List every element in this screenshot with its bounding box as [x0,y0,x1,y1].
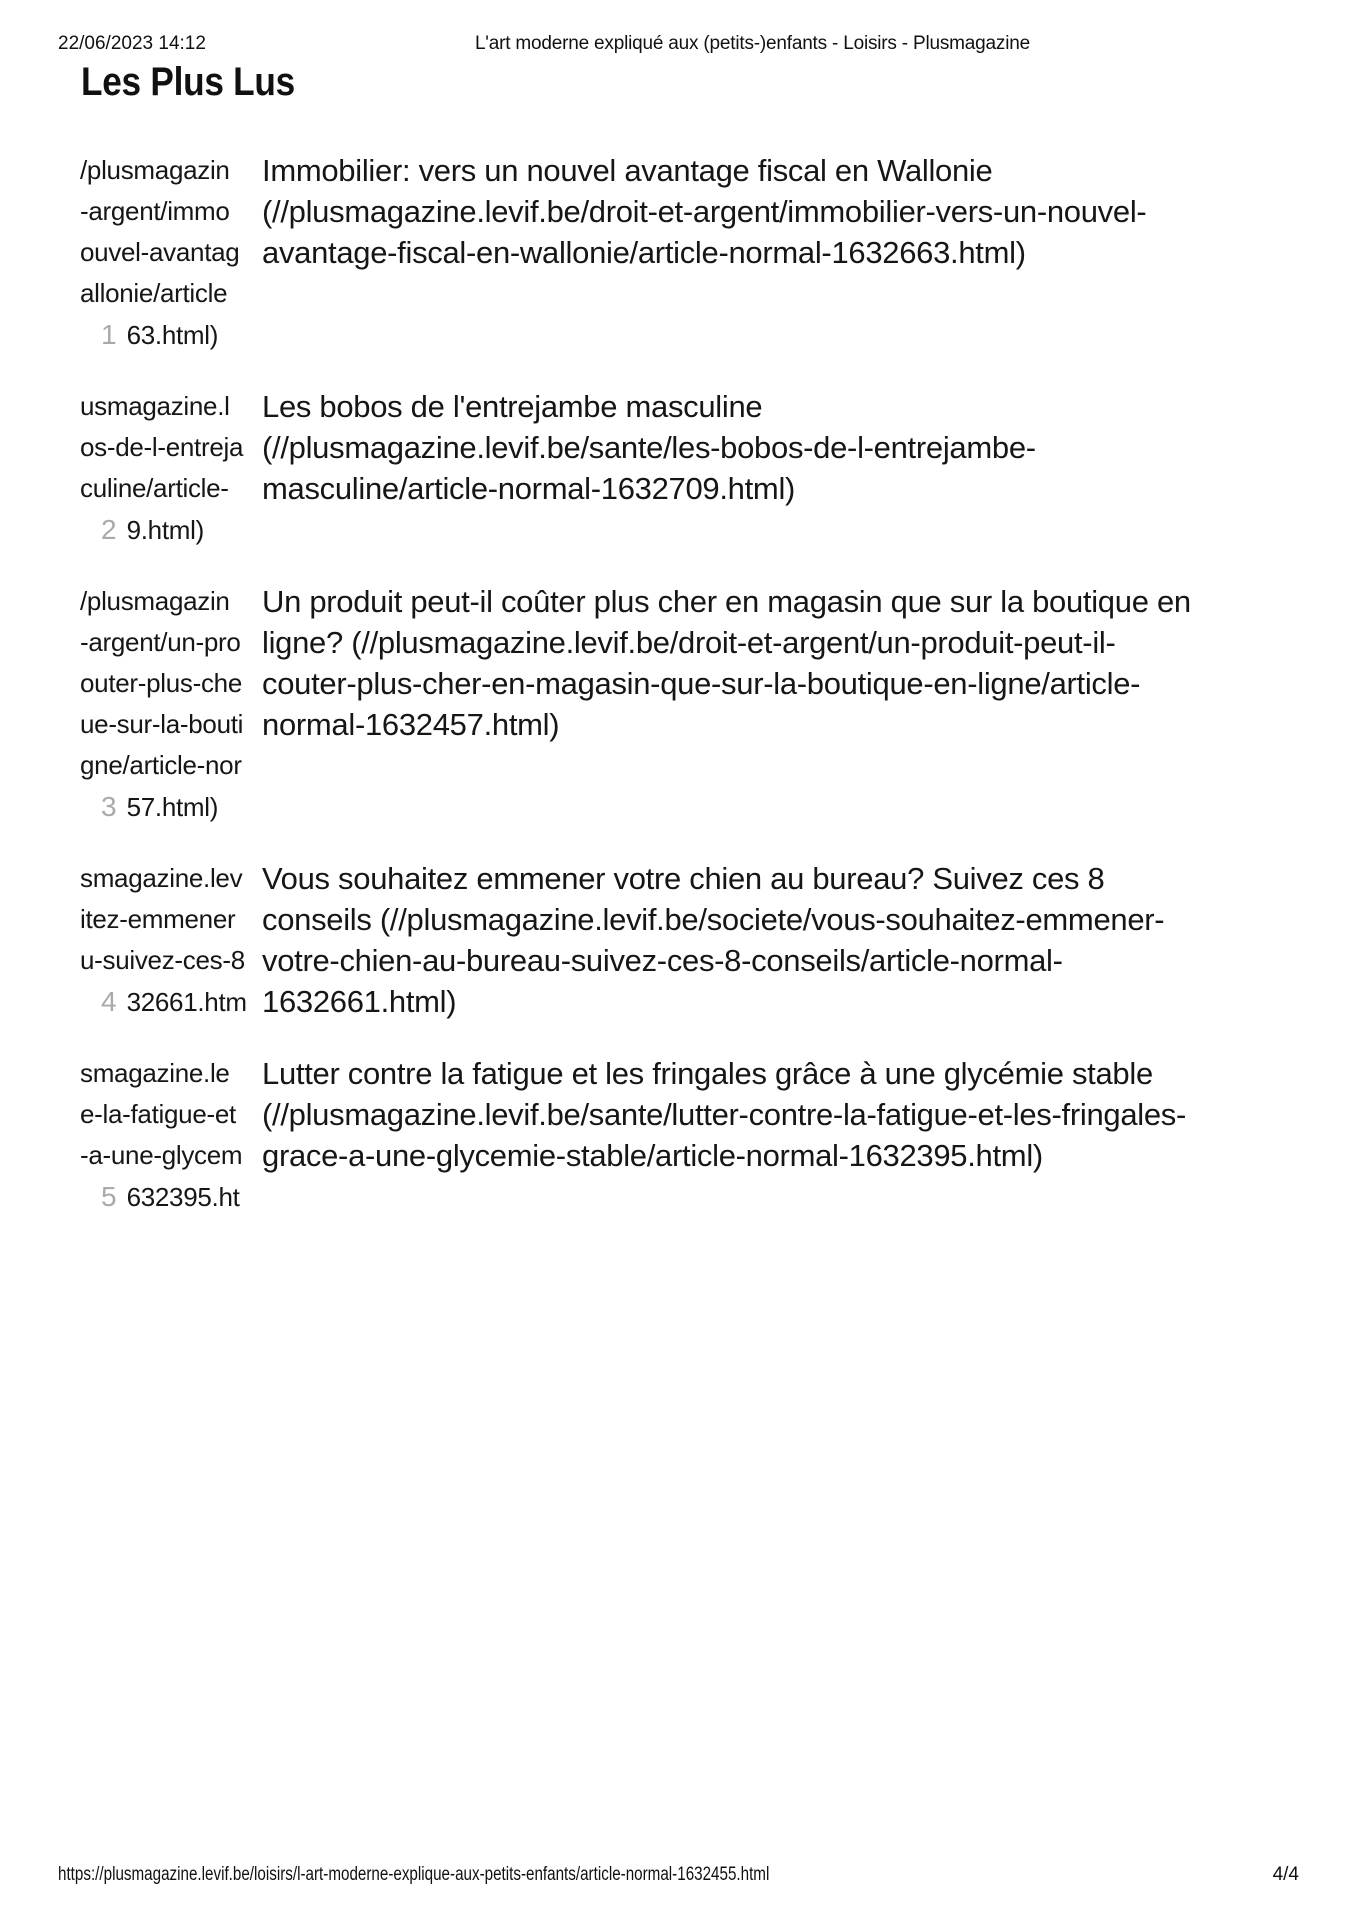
article-link-line: couter-plus-cher-en-magasin-que-sur-la-boutique-en-ligne/article- [262,666,1141,701]
clipped-link-fragment: os-de-l-entreja [80,432,244,462]
clipped-link-fragment: smagazine.lev [80,863,243,893]
clipped-link-fragment: culine/article- [80,473,229,503]
article-link-line: grace-a-une-glycemie-stable/article-normal-1632395.html) [262,1138,1043,1173]
clipped-link-fragment: 63.html) [126,320,219,350]
print-doc-title: L'art moderne expliqué aux (petits-)enfants - Loisirs - Plusmagazine [474,33,1030,54]
item-number-line [80,981,262,1023]
footer-url: https://plusmagazine.levif.be/loisirs/l-art-moderne-explique-aux-petits-enfants/article-normal-1632455.html [58,1864,770,1885]
item-number-line [80,1176,262,1218]
clipped-link-fragment: -argent/un-pro [80,627,241,657]
article-link-line: (//plusmagazine.levif.be/sante/lutter-contre-la-fatigue-et-les-fringales- [262,1097,1187,1132]
page-number: 4/4 [1272,1864,1299,1885]
clipped-link-fragment: 9.html) [126,515,204,545]
print-datetime: 22/06/2023 14:12 [58,33,206,54]
clipped-link-column [58,858,262,1023]
clipped-link-column [58,1053,262,1218]
article-link-line: avantage-fiscal-en-wallonie/article-normal-1632663.html) [262,235,1026,270]
page-title: Les Plus Lus [81,60,295,104]
clipped-link-fragment: -a-une-glycem [80,1140,243,1170]
item-number: 1 [101,319,117,350]
clipped-link-fragment: outer-plus-che [80,668,242,698]
clipped-link-fragment: u-suivez-ces-8 [80,945,245,975]
clipped-link-fragment: ouvel-avantag [80,237,240,267]
clipped-link-fragment: /plusmagazin [80,155,230,185]
most-read-item-5 [58,1053,1191,1218]
article-link-line: Lutter contre la fatigue et les fringales grâce à une glycémie stable [262,1056,1153,1091]
article-link-line: normal-1632457.html) [262,707,560,742]
clipped-link-fragment: 632395.ht [126,1182,240,1212]
most-read-item-1 [58,150,1191,356]
clipped-link-fragment: -argent/immo [80,196,230,226]
article-link-line: conseils (//plusmagazine.levif.be/societe/vous-souhaitez-emmener- [262,902,1165,937]
print-header [58,33,1299,55]
clipped-link-fragment: gne/article-nor [80,750,242,780]
article-link[interactable] [262,1053,1186,1218]
clipped-link-fragment: e-la-fatigue-et [80,1099,236,1129]
article-link-line: (//plusmagazine.levif.be/sante/les-bobos-de-l-entrejambe- [262,430,1036,465]
item-number-line [80,786,262,828]
article-link[interactable] [262,150,1146,356]
most-read-item-2 [58,386,1191,551]
article-link-line: Immobilier: vers un nouvel avantage fiscal en Wallonie [262,153,993,188]
article-link-line: votre-chien-au-bureau-suivez-ces-8-conseils/article-normal- [262,943,1063,978]
article-link[interactable] [262,581,1191,828]
clipped-link-fragment: ue-sur-la-bouti [80,709,244,739]
article-link-line: masculine/article-normal-1632709.html) [262,471,796,506]
clipped-link-fragment: smagazine.le [80,1058,230,1088]
clipped-link-fragment: 57.html) [126,792,219,822]
article-link[interactable] [262,386,1036,551]
most-read-item-3 [58,581,1191,828]
clipped-link-fragment: /plusmagazin [80,586,230,616]
clipped-link-fragment: allonie/article [80,278,228,308]
clipped-link-column [58,581,262,828]
article-link-line: Vous souhaitez emmener votre chien au bureau? Suivez ces 8 [262,861,1105,896]
article-link[interactable] [262,858,1164,1023]
article-link-line: 1632661.html) [262,984,457,1019]
clipped-link-column [58,386,262,551]
item-number-line [80,509,262,551]
item-number: 3 [101,791,117,822]
article-link-line: ligne? (//plusmagazine.levif.be/droit-et-argent/un-produit-peut-il- [262,625,1116,660]
print-footer [58,1864,1299,1886]
most-read-list [58,150,1191,1248]
article-link-line: Un produit peut-il coûter plus cher en magasin que sur la boutique en [262,584,1191,619]
clipped-link-fragment: usmagazine.l [80,391,230,421]
item-number: 5 [101,1181,117,1212]
article-link-line: Les bobos de l'entrejambe masculine [262,389,763,424]
clipped-link-fragment: itez-emmener [80,904,236,934]
item-number-line [80,314,262,356]
clipped-link-column [58,150,262,356]
item-number: 2 [101,514,117,545]
item-number: 4 [101,986,117,1017]
most-read-item-4 [58,858,1191,1023]
article-link-line: (//plusmagazine.levif.be/droit-et-argent/immobilier-vers-un-nouvel- [262,194,1147,229]
clipped-link-fragment: 32661.htm [126,987,247,1017]
